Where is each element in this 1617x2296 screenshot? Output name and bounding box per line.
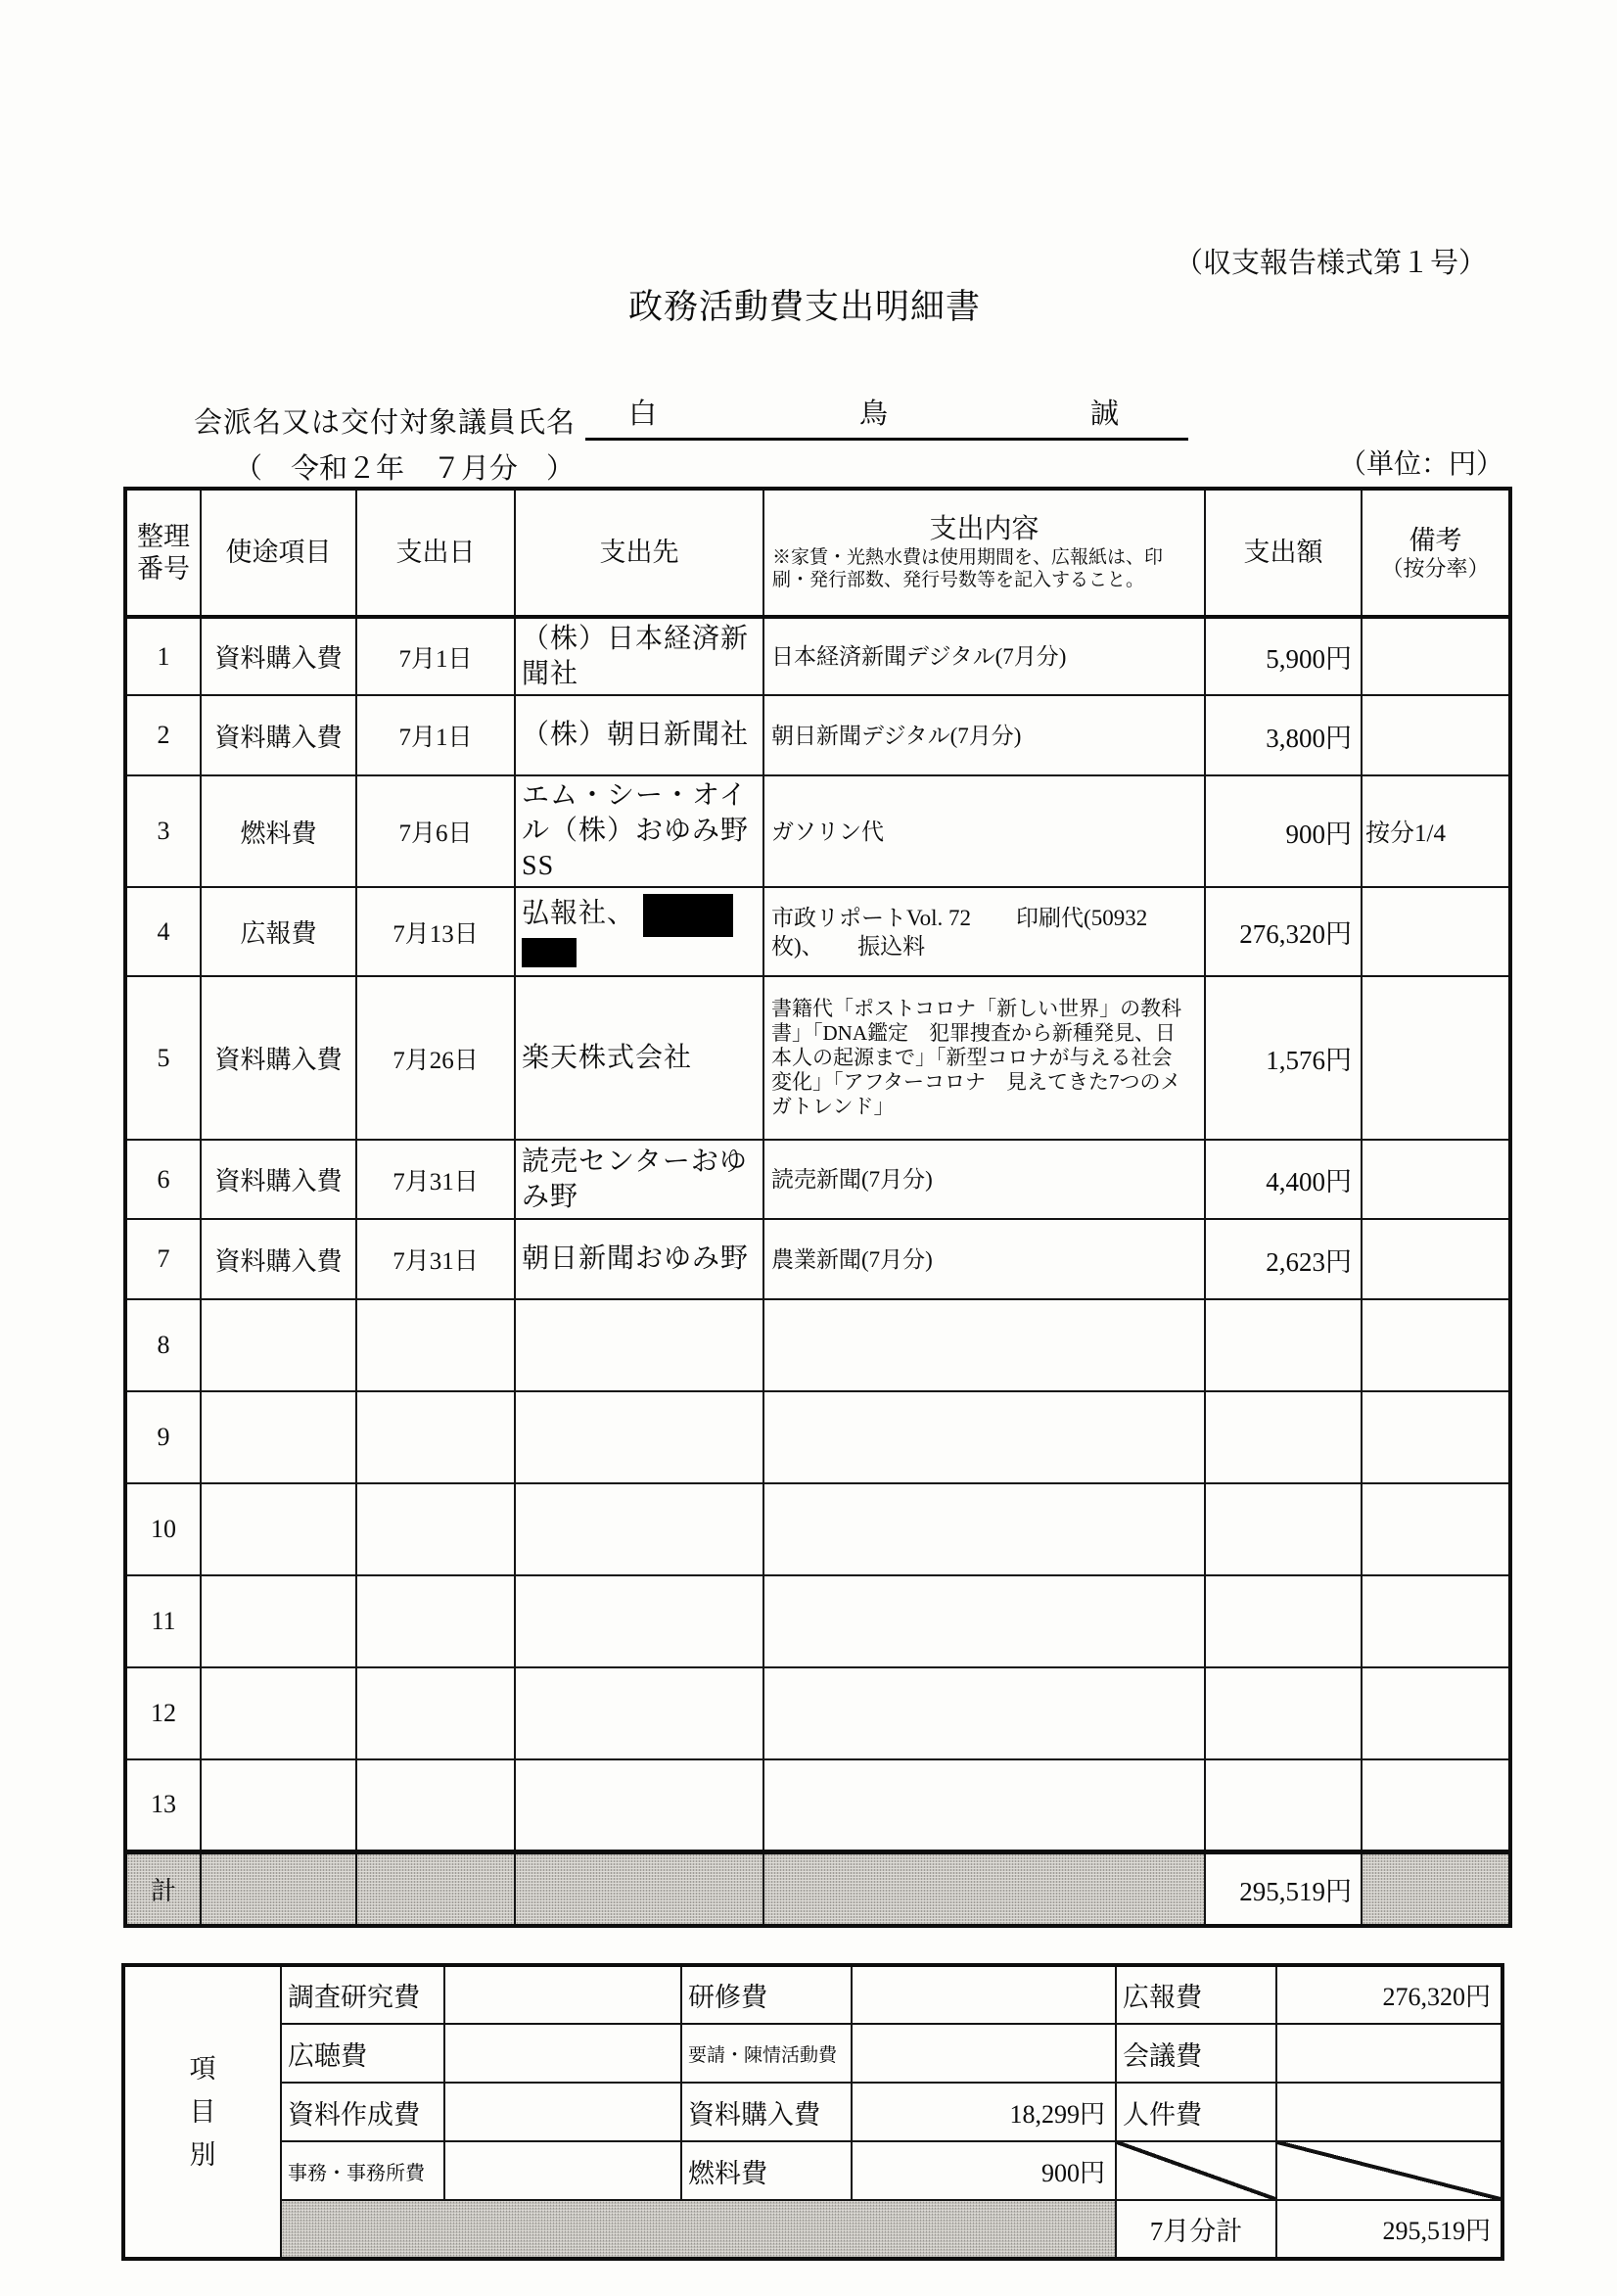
shaded-cell bbox=[356, 1851, 515, 1926]
recipient-name-part: 鳥 bbox=[859, 398, 890, 430]
summary-value: 276,320円 bbox=[1276, 1965, 1502, 2024]
summary-category: 調査研究費 bbox=[281, 1965, 444, 2024]
row-category: 資料購入費 bbox=[201, 695, 356, 775]
row-category: 資料購入費 bbox=[201, 617, 356, 695]
summary-row bbox=[123, 2024, 1502, 2083]
row-number: 4 bbox=[125, 887, 201, 976]
expense-table bbox=[123, 487, 1512, 1928]
row-description: 朝日新聞デジタル(7月分) bbox=[763, 695, 1205, 775]
row-payee: 弘報社、 bbox=[515, 887, 763, 976]
row-number: 5 bbox=[125, 976, 201, 1140]
summary-value bbox=[444, 2083, 681, 2141]
redaction-box bbox=[643, 894, 733, 937]
row-category: 資料購入費 bbox=[201, 1219, 356, 1299]
summary-value: 900円 bbox=[852, 2141, 1116, 2200]
summary-category: 事務・事務所費 bbox=[281, 2141, 444, 2200]
row-remark: 按分1/4 bbox=[1362, 775, 1510, 887]
row-number: 12 bbox=[125, 1667, 201, 1759]
table-row bbox=[125, 1140, 1510, 1219]
table-row bbox=[125, 617, 1510, 695]
page-title: 政務活動費支出明細書 bbox=[628, 288, 982, 326]
row-payee: （株）朝日新聞社 bbox=[515, 695, 763, 775]
summary-value bbox=[1276, 2083, 1502, 2141]
row-date: 7月6日 bbox=[356, 775, 515, 887]
form-number-note: （収支報告様式第１号） bbox=[1175, 248, 1488, 279]
recipient-line bbox=[194, 392, 1188, 441]
shaded-cell bbox=[1362, 1851, 1510, 1926]
row-payee: 読売センターおゆみ野 bbox=[515, 1140, 763, 1219]
row-date: 7月13日 bbox=[356, 887, 515, 976]
summary-value bbox=[444, 2141, 681, 2200]
summary-category: 広聴費 bbox=[281, 2024, 444, 2083]
total-amount: 295,519円 bbox=[1205, 1851, 1362, 1926]
table-row bbox=[125, 976, 1510, 1140]
expense-table-header bbox=[125, 489, 1510, 617]
table-row bbox=[125, 695, 1510, 775]
summary-row bbox=[123, 1965, 1502, 2024]
unit-note: （単位：円） bbox=[1339, 449, 1504, 480]
recipient-label: 会派名又は交付対象議員氏名 bbox=[194, 407, 577, 439]
table-row bbox=[125, 1759, 1510, 1851]
row-description: 読売新聞(7月分) bbox=[763, 1140, 1205, 1219]
row-category: 広報費 bbox=[201, 887, 356, 976]
shaded-cell bbox=[515, 1851, 763, 1926]
row-description: ガソリン代 bbox=[763, 775, 1205, 887]
recipient-name-underline bbox=[585, 392, 1188, 441]
row-remark bbox=[1362, 976, 1510, 1140]
summary-value bbox=[852, 2024, 1116, 2083]
shaded-cell bbox=[763, 1851, 1205, 1926]
row-category: 燃料費 bbox=[201, 775, 356, 887]
header-amount: 支出額 bbox=[1205, 489, 1362, 617]
header-payee: 支出先 bbox=[515, 489, 763, 617]
total-row bbox=[125, 1851, 1510, 1926]
row-payee: エム・シー・オイル（株）おゆみ野SS bbox=[515, 775, 763, 887]
header-remarks: 備考 （按分率） bbox=[1362, 489, 1510, 617]
row-number: 11 bbox=[125, 1575, 201, 1667]
summary-category: 会議費 bbox=[1116, 2024, 1276, 2083]
table-row bbox=[125, 1575, 1510, 1667]
row-remark bbox=[1362, 1140, 1510, 1219]
summary-total-label: 7月分計 bbox=[1116, 2200, 1276, 2259]
table-row bbox=[125, 1667, 1510, 1759]
row-date: 7月1日 bbox=[356, 617, 515, 695]
summary-category: 広報費 bbox=[1116, 1965, 1276, 2024]
summary-total-amount: 295,519円 bbox=[1276, 2200, 1502, 2259]
table-row bbox=[125, 775, 1510, 887]
summary-row bbox=[123, 2083, 1502, 2141]
table-row bbox=[125, 1391, 1510, 1483]
crossed-out-cell bbox=[1116, 2141, 1276, 2200]
row-description: 市政リポートVol. 72 印刷代(50932枚)、 振込料 bbox=[763, 887, 1205, 976]
row-remark bbox=[1362, 617, 1510, 695]
summary-side-label: 項目別 bbox=[123, 1965, 281, 2259]
category-summary-table bbox=[121, 1963, 1504, 2261]
row-amount: 5,900円 bbox=[1205, 617, 1362, 695]
table-row bbox=[125, 1219, 1510, 1299]
summary-row bbox=[123, 2141, 1502, 2200]
total-label: 計 bbox=[125, 1851, 201, 1926]
row-amount: 276,320円 bbox=[1205, 887, 1362, 976]
row-number: 1 bbox=[125, 617, 201, 695]
period-label: （ 令和２年 ７月分 ） bbox=[234, 453, 576, 485]
row-payee: 朝日新聞おゆみ野 bbox=[515, 1219, 763, 1299]
summary-value bbox=[1276, 2024, 1502, 2083]
row-number: 3 bbox=[125, 775, 201, 887]
row-date: 7月31日 bbox=[356, 1219, 515, 1299]
row-category: 資料購入費 bbox=[201, 976, 356, 1140]
summary-value bbox=[852, 1965, 1116, 2024]
row-remark bbox=[1362, 887, 1510, 976]
summary-value: 18,299円 bbox=[852, 2083, 1116, 2141]
row-number: 2 bbox=[125, 695, 201, 775]
summary-category: 資料作成費 bbox=[281, 2083, 444, 2141]
recipient-name-part: 誠 bbox=[1089, 398, 1120, 430]
row-remark bbox=[1362, 1219, 1510, 1299]
row-number: 10 bbox=[125, 1483, 201, 1575]
row-description: 書籍代「ポストコロナ「新しい世界」の教科書」「DNA鑑定 犯罪捜査から新種発見、日本人の起源まで」「新型コロナが与える社会変化」「アフターコロナ 見えてきた7つのメガトレンド」 bbox=[763, 976, 1205, 1140]
header-description: 支出内容 ※家賃・光熱水費は使用期間を、広報紙は、印刷・発行部数、発行号数等を記入すること。 bbox=[763, 489, 1205, 617]
row-number: 13 bbox=[125, 1759, 201, 1851]
row-description: 農業新聞(7月分) bbox=[763, 1219, 1205, 1299]
row-description: 日本経済新聞デジタル(7月分) bbox=[763, 617, 1205, 695]
summary-category: 燃料費 bbox=[681, 2141, 852, 2200]
summary-value bbox=[444, 1965, 681, 2024]
summary-category: 要請・陳情活動費 bbox=[681, 2024, 852, 2083]
header-category: 使途項目 bbox=[201, 489, 356, 617]
row-payee: （株）日本経済新聞社 bbox=[515, 617, 763, 695]
crossed-out-cell bbox=[1276, 2141, 1502, 2200]
row-number: 6 bbox=[125, 1140, 201, 1219]
row-amount: 4,400円 bbox=[1205, 1140, 1362, 1219]
row-date: 7月31日 bbox=[356, 1140, 515, 1219]
summary-value bbox=[444, 2024, 681, 2083]
row-remark bbox=[1362, 695, 1510, 775]
summary-category: 研修費 bbox=[681, 1965, 852, 2024]
row-category: 資料購入費 bbox=[201, 1140, 356, 1219]
row-date: 7月1日 bbox=[356, 695, 515, 775]
row-amount: 900円 bbox=[1205, 775, 1362, 887]
table-row bbox=[125, 887, 1510, 976]
row-amount: 3,800円 bbox=[1205, 695, 1362, 775]
row-number: 8 bbox=[125, 1299, 201, 1391]
row-payee: 楽天株式会社 bbox=[515, 976, 763, 1140]
table-row bbox=[125, 1483, 1510, 1575]
header-date: 支出日 bbox=[356, 489, 515, 617]
row-amount: 2,623円 bbox=[1205, 1219, 1362, 1299]
header-no: 整理 番号 bbox=[125, 489, 201, 617]
shaded-cell bbox=[281, 2200, 1116, 2259]
row-number: 7 bbox=[125, 1219, 201, 1299]
redaction-box bbox=[522, 938, 577, 967]
table-row bbox=[125, 1299, 1510, 1391]
summary-total-row bbox=[123, 2200, 1502, 2259]
row-number: 9 bbox=[125, 1391, 201, 1483]
row-date: 7月26日 bbox=[356, 976, 515, 1140]
summary-category: 資料購入費 bbox=[681, 2083, 852, 2141]
recipient-name-part: 白 bbox=[628, 398, 659, 430]
summary-category: 人件費 bbox=[1116, 2083, 1276, 2141]
row-amount: 1,576円 bbox=[1205, 976, 1362, 1140]
shaded-cell bbox=[201, 1851, 356, 1926]
